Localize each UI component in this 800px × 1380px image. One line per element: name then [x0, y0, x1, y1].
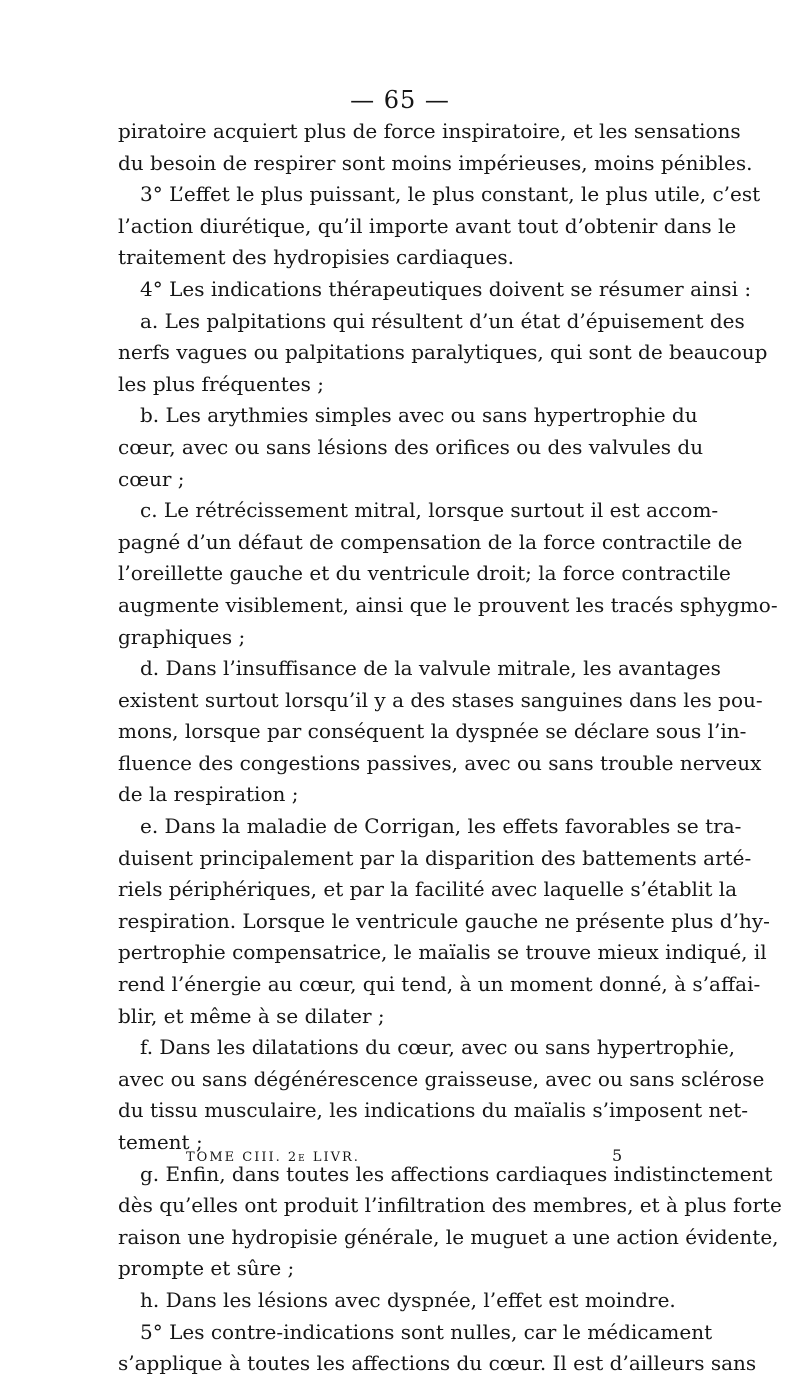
text-line: blir, et même à se dilater ; — [118, 1003, 385, 1028]
text-line: f. Dans les dilatations du cœur, avec ou sans hypertrophie, — [140, 1035, 736, 1060]
text-line: augmente visiblement, ainsi que le prouvent les tracés sphygmo- — [118, 592, 778, 617]
text-line: d. Dans l’insuffisance de la valvule mitrale, les avantages — [140, 656, 721, 681]
text-line: c. Le rétrécissement mitral, lorsque surtout il est accom- — [140, 498, 719, 523]
text-line: riels périphériques, et par la facilité avec laquelle s’établit la — [118, 877, 738, 902]
page-number: — 65 — — [350, 86, 450, 114]
text-line: b. Les arythmies simples avec ou sans hypertrophie du — [140, 403, 698, 428]
body-text — [118, 116, 782, 1380]
text-line: cœur, avec ou sans lésions des orifices ou des valvules du — [118, 434, 704, 459]
text-line: a. Les palpitations qui résultent d’un état d’épuisement des — [140, 308, 745, 333]
signature-mark: 5 — [612, 1146, 623, 1165]
text-line: pertrophie compensatrice, le maïalis se trouve mieux indiqué, il — [118, 940, 767, 965]
text-line: de la respiration ; — [118, 782, 299, 807]
text-line: tement ; — [118, 1130, 203, 1154]
text-line: 5° Les contre-indications sont nulles, car le médicament — [140, 1319, 713, 1344]
text-line: duisent principalement par la disparition des battements arté- — [118, 845, 752, 870]
text-line: avec ou sans dégénérescence graisseuse, avec ou sans sclérose — [118, 1066, 765, 1091]
text-line: s’applique à toutes les affections du cœur. Il est d’ailleurs sans — [118, 1351, 757, 1376]
text-line: les plus fréquentes ; — [118, 371, 324, 396]
text-line: pagné d’un défaut de compensation de la force contractile de — [118, 529, 743, 554]
text-line: existent surtout lorsqu’il y a des stases sanguines dans les pou- — [118, 687, 763, 712]
text-line: nerfs vagues ou palpitations paralytiques, qui sont de beaucoup — [118, 340, 768, 365]
text-line: fluence des congestions passives, avec ou sans trouble nerveux — [118, 750, 762, 775]
text-line: g. Enfin, dans toutes les affections cardiaques indistinctement — [140, 1161, 773, 1186]
text-line: prompte et sûre ; — [118, 1256, 295, 1281]
text-line: 4° Les indications thérapeutiques doivent se résumer ainsi : — [140, 276, 752, 301]
text-line: raison une hydropisie générale, le muguet a une action évidente, — [118, 1224, 779, 1249]
text-line: respiration. Lorsque le ventricule gauche ne présente plus d’hy- — [118, 908, 770, 933]
text-line: graphiques ; — [118, 624, 246, 649]
text-line: du tissu musculaire, les indications du maïalis s’imposent net- — [118, 1098, 749, 1123]
text-line: mons, lorsque par conséquent la dyspnée se déclare sous l’in- — [118, 719, 747, 744]
text-line: e. Dans la maladie de Corrigan, les effets favorables se tra- — [140, 814, 742, 839]
text-line: 3° L’effet le plus puissant, le plus constant, le plus utile, c’est — [140, 182, 761, 207]
text-line: du besoin de respirer sont moins impérieuses, moins pénibles. — [118, 150, 753, 175]
text-line: traitement des hydropisies cardiaques. — [118, 245, 514, 270]
volume-footer: TOME CIII. 2e LIVR. — [186, 1150, 360, 1165]
text-line: h. Dans les lésions avec dyspnée, l’effet est moindre. — [140, 1287, 676, 1312]
text-line: cœur ; — [118, 466, 185, 491]
text-line: rend l’énergie au cœur, qui tend, à un moment donné, à s’affai- — [118, 972, 761, 997]
text-line: l’oreillette gauche et du ventricule droit; la force contractile — [118, 561, 731, 586]
text-line: l’action diurétique, qu’il importe avant tout d’obtenir dans le — [118, 213, 737, 238]
text-line: dès qu’elles ont produit l’infiltration des membres, et à plus forte — [118, 1193, 782, 1218]
text-line: piratoire acquiert plus de force inspiratoire, et les sensations — [118, 119, 741, 143]
